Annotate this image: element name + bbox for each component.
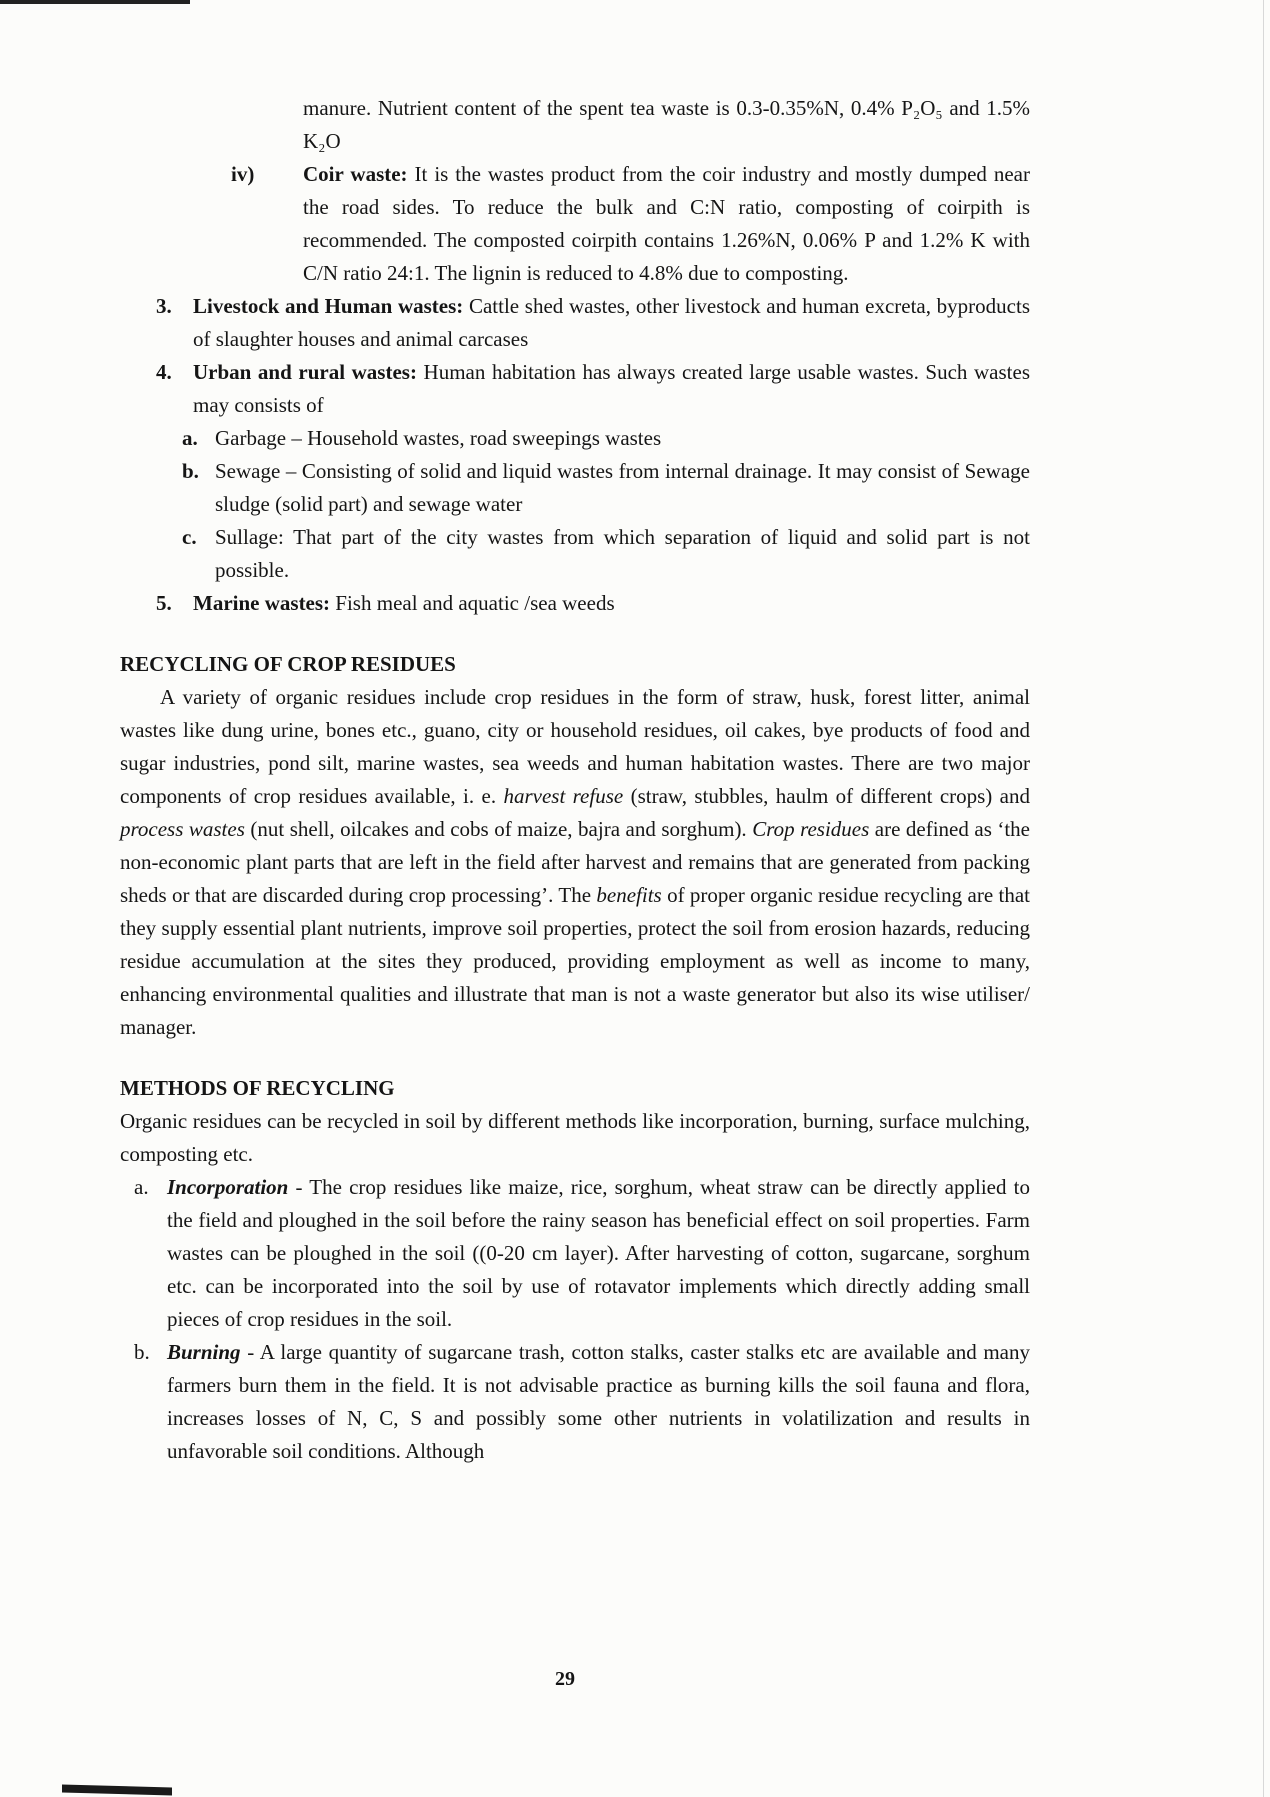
section-heading-recycling: RECYCLING OF CROP RESIDUES bbox=[120, 652, 456, 676]
text: A variety of organic residues include crop residues in the form of straw, husk, forest litter, animal wastes like dung urine, bones etc., guano, city or household residues, oil cakes, bye products of food and sugar industries, pond silt, marine wastes, sea weeds and human habitation wastes. There are two major components of crop residues available, i. e. bbox=[120, 685, 1030, 808]
list-marker: a. bbox=[134, 1175, 149, 1199]
text: (nut shell, oilcakes and cobs of maize, bajra and sorghum). bbox=[244, 817, 753, 841]
list-item-sullage bbox=[120, 521, 1030, 587]
list-item-sewage bbox=[120, 455, 1030, 521]
item-text: Human habitation has always created large usable wastes. Such wastes may consists of bbox=[193, 360, 1030, 417]
list-marker: a. bbox=[182, 426, 198, 450]
item-text: Cattle shed wastes, other livestock and human excreta, byproducts of slaughter houses and animal carcases bbox=[193, 294, 1030, 351]
body-paragraph: Organic residues can be recycled in soil by different methods like incorporation, burning, surface mulching, composting etc. bbox=[120, 1109, 1030, 1166]
list-marker: b. bbox=[134, 1340, 150, 1364]
list-item-coir-waste bbox=[231, 158, 1030, 290]
list-item-marine bbox=[120, 587, 1030, 620]
text: of proper organic residue recycling are that they supply essential plant nutrients, improve soil properties, protect the soil from erosion hazards, reducing residue accumulation at the sites they produced, providing employment as well as income to many, enhancing environmental qualities and illustrate that man is not a waste generator but also its wise utiliser/ manager. bbox=[120, 883, 1030, 1039]
list-item-burning bbox=[120, 1336, 1030, 1468]
list-marker: b. bbox=[182, 459, 199, 483]
emphasis: benefits bbox=[596, 883, 662, 907]
list-item-livestock bbox=[120, 290, 1030, 356]
item-text: Sullage: That part of the city wastes from which separation of liquid and solid part is not possible. bbox=[215, 525, 1030, 582]
emphasis: Crop residues bbox=[752, 817, 870, 841]
list-marker: 5. bbox=[156, 591, 172, 615]
page-body bbox=[120, 92, 1030, 1468]
list-marker: 4. bbox=[156, 360, 172, 384]
continued-paragraph: manure. Nutrient content of the spent tea waste is 0.3-0.35%N, 0.4% P₂O₅ and 1.5% K₂O bbox=[303, 96, 1030, 153]
scan-mark-bottom bbox=[62, 1785, 172, 1796]
text: (straw, stubbles, haulm of different crops) and bbox=[623, 784, 1030, 808]
term: Urban and rural wastes: bbox=[193, 360, 417, 384]
emphasis: harvest refuse bbox=[503, 784, 624, 808]
item-text: Fish meal and aquatic /sea weeds bbox=[335, 591, 615, 615]
page-number: 29 bbox=[555, 1668, 575, 1690]
item-text: - The crop residues like maize, rice, sorghum, wheat straw can be directly applied to the field and ploughed in the soil before the rainy season has beneficial effect on soil properties. Farm wastes can be ploughed in the soil ((0-20 cm layer). After harvesting of cotton, sugarcane, sorghum etc. can be incorporated into the soil by use of rotavator implements which directly adding small pieces of crop residues in the soil. bbox=[167, 1175, 1030, 1331]
term: Burning bbox=[167, 1340, 241, 1364]
scan-mark-top bbox=[0, 0, 190, 4]
item-text: - A large quantity of sugarcane trash, cotton stalks, caster stalks etc are available and many farmers burn them in the field. It is not advisable practice as burning kills the soil fauna and flora, increases losses of N, C, S and possibly some other nutrients in volatilization and results in unfavorable soil conditions. Although bbox=[167, 1340, 1030, 1463]
item-text: Garbage – Household wastes, road sweepings wastes bbox=[215, 426, 662, 450]
body-paragraph bbox=[120, 681, 1030, 1044]
list-marker: iv) bbox=[231, 162, 255, 186]
list-item-garbage bbox=[120, 422, 1030, 455]
term: Incorporation bbox=[167, 1175, 289, 1199]
section-heading-methods: METHODS OF RECYCLING bbox=[120, 1076, 395, 1100]
term: Marine wastes: bbox=[193, 591, 331, 615]
list-marker: 3. bbox=[156, 294, 172, 318]
list-item-urban-rural bbox=[120, 356, 1030, 422]
emphasis: process wastes bbox=[120, 817, 245, 841]
term: Coir waste: bbox=[303, 162, 408, 186]
item-text: Sewage – Consisting of solid and liquid wastes from internal drainage. It may consist of Sewage sludge (solid part) and sewage water bbox=[215, 459, 1030, 516]
scan-edge bbox=[1263, 0, 1264, 1797]
item-text: It is the wastes product from the coir industry and mostly dumped near the road sides. To reduce the bulk and C:N ratio, composting of coirpith is recommended. The composted coirpith contains 1.26%N, 0.06% P and 1.2% K with C/N ratio 24:1. The lignin is reduced to 4.8% due to composting. bbox=[303, 162, 1030, 285]
list-item-incorporation bbox=[120, 1171, 1030, 1336]
text: are defined as ‘the non-economic plant parts that are left in the field after harvest and remains that are generated from packing sheds or that are discarded during crop processing’. The bbox=[120, 817, 1031, 907]
term: Livestock and Human wastes: bbox=[193, 294, 464, 318]
list-marker: c. bbox=[182, 525, 197, 549]
